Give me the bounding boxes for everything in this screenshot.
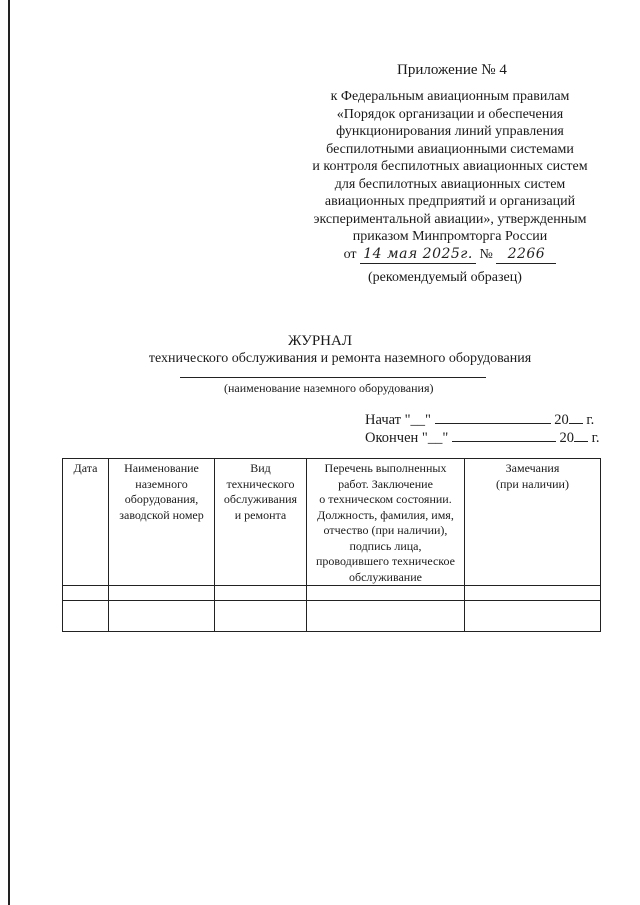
header-line: обслуживание [349, 569, 422, 584]
order-number-sign: № [479, 246, 493, 262]
started-month-blank [435, 411, 551, 424]
equipment-name-line [180, 377, 486, 378]
journal-subtitle: технического обслуживания и ремонта наземного оборудования [148, 351, 532, 366]
header-line: о техническом состоянии. [319, 492, 452, 506]
ended-year-blank [574, 429, 588, 442]
header-line: и ремонта [234, 507, 287, 522]
approval-line: «Порядок организации и обеспечения [336, 106, 564, 122]
table-cell[interactable] [307, 586, 465, 601]
table-header-row [63, 459, 601, 586]
table-cell[interactable] [465, 601, 601, 632]
table-row [63, 586, 601, 601]
header-line: (при наличии) [496, 476, 569, 491]
header-line: Замечания [505, 461, 560, 475]
header-line: оборудования, [124, 492, 199, 506]
started-year-prefix: 20 [554, 412, 569, 428]
table-cell[interactable] [215, 601, 307, 632]
table-cell[interactable] [307, 601, 465, 632]
header-line: подпись лица, [349, 538, 422, 553]
header-equipment-name [109, 459, 215, 586]
header-line: обслуживания [223, 492, 298, 506]
approval-line: к Федеральным авиационным правилам [330, 89, 570, 104]
header-line: заводской номер [119, 507, 204, 522]
approval-line: функционирования линий управления [336, 124, 564, 139]
header-remarks [465, 459, 601, 586]
approval-line: экспериментальной авиации», утвержденным [313, 211, 587, 227]
table-cell[interactable] [465, 586, 601, 601]
approval-block [285, 88, 615, 264]
order-date-handwritten: 14 мая 2025г. [360, 246, 476, 265]
header-line: Вид [250, 461, 271, 475]
header-date [63, 459, 109, 586]
table-cell[interactable] [63, 601, 109, 632]
table-row [63, 601, 601, 632]
header-line: наземного [135, 476, 188, 491]
order-number-handwritten: 2266 [496, 246, 556, 265]
journal-dates [365, 411, 600, 447]
ended-month-blank [452, 429, 556, 442]
ended-year-suffix: г. [591, 430, 600, 446]
table-cell[interactable] [215, 586, 307, 601]
started-year-suffix: г. [586, 412, 595, 428]
header-line: Перечень выполненных [324, 461, 447, 475]
appendix-title: Приложение № 4 [397, 62, 507, 78]
header-line: технического [226, 476, 295, 491]
started-year-blank [569, 411, 583, 424]
table-cell[interactable] [109, 586, 215, 601]
header-line: отчество (при наличии), [323, 523, 448, 537]
order-prefix: от [343, 246, 357, 262]
started-row [365, 411, 600, 429]
equipment-name-caption: (наименование наземного оборудования) [224, 381, 434, 395]
header-line: работ. Заключение [338, 476, 433, 491]
table-cell[interactable] [109, 601, 215, 632]
order-line [285, 246, 615, 264]
journal-title: ЖУРНАЛ [287, 333, 353, 349]
header-line: Наименование [124, 461, 199, 475]
page-scan-edge [8, 0, 10, 905]
ended-label: Окончен "__" [365, 430, 449, 446]
table-cell[interactable] [63, 586, 109, 601]
approval-line: и контроля беспилотных авиационных систем [312, 159, 588, 174]
started-label: Начат "__" [365, 412, 431, 428]
approval-line: авиационных предприятий и организаций [324, 194, 576, 209]
header-line: Дата [73, 461, 98, 475]
header-line: Должность, фамилия, имя, [317, 507, 454, 522]
ended-year-prefix: 20 [559, 430, 574, 446]
header-maintenance-type [215, 459, 307, 586]
header-work-list [307, 459, 465, 586]
recommended-sample-note: (рекомендуемый образец) [368, 270, 522, 285]
ended-row [365, 429, 600, 447]
approval-line: приказом Минпромторга России [352, 229, 548, 244]
approval-line: беспилотными авиационными системами [326, 141, 574, 157]
approval-line: для беспилотных авиационных систем [334, 176, 566, 192]
header-line: проводившего техническое [316, 554, 455, 568]
maintenance-log-table [62, 458, 601, 632]
